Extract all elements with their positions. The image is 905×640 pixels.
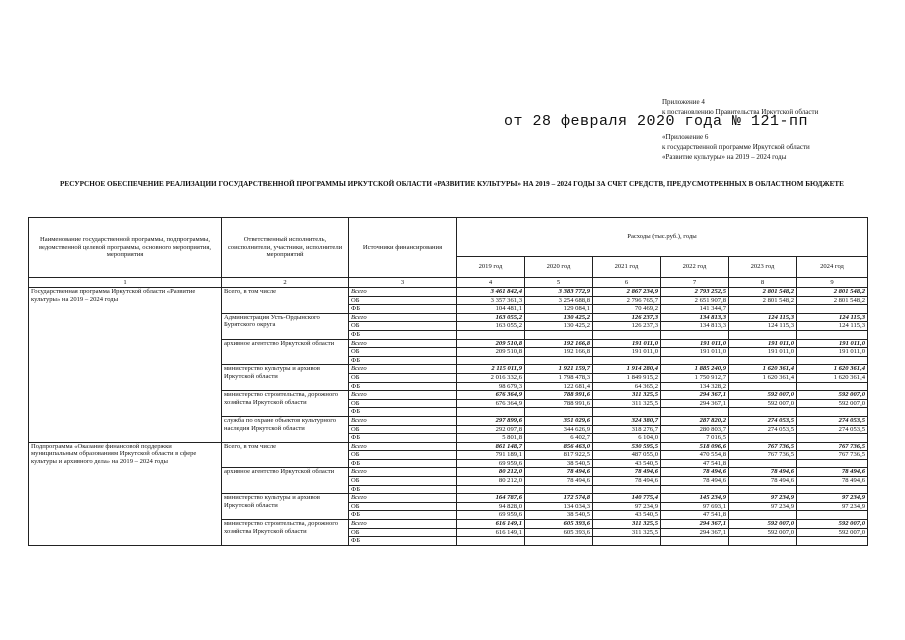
source-cell: ОБ: [349, 399, 457, 408]
value-cell: 1 849 915,2: [593, 373, 661, 382]
decree-date: от 28 февраля 2020 года № 121-пп: [504, 113, 809, 130]
program-name-cell: Подпрограмма «Оказание финансовой поддержки муниципальным образованиям Иркутской области в сфере культуры и архивного дела» на 2019 – 2024 годы: [29, 442, 222, 545]
value-cell: 97 234,9: [593, 502, 661, 511]
value-cell: [525, 408, 593, 417]
source-cell: ФБ: [349, 485, 457, 494]
value-cell: 191 011,0: [797, 348, 868, 357]
value-cell: 287 820,2: [661, 416, 729, 425]
col-header-name: Наименование государственной программы, подпрограммы, ведомственной целевой программы, основного мероприятия, мероприятия: [29, 218, 222, 278]
value-cell: 122 681,4: [525, 382, 593, 391]
value-cell: 676 364,9: [457, 399, 525, 408]
col-header-year: 2024 год: [797, 257, 868, 278]
value-cell: 130 425,2: [525, 322, 593, 331]
value-cell: 767 736,5: [729, 451, 797, 460]
value-cell: 78 494,6: [525, 477, 593, 486]
value-cell: [797, 356, 868, 365]
resource-table: [28, 217, 868, 546]
value-cell: 1 620 361,4: [797, 365, 868, 374]
value-cell: 791 189,1: [457, 451, 525, 460]
value-cell: [525, 330, 593, 339]
value-cell: 294 367,1: [661, 391, 729, 400]
value-cell: [797, 408, 868, 417]
value-cell: [661, 485, 729, 494]
value-cell: [457, 330, 525, 339]
value-cell: 134 813,3: [661, 313, 729, 322]
value-cell: 856 463,0: [525, 442, 593, 451]
value-cell: [729, 434, 797, 443]
table-row: [29, 288, 868, 297]
value-cell: 1 620 361,4: [797, 373, 868, 382]
executor-cell: министерство культуры и архивов Иркутской области: [222, 494, 349, 520]
value-cell: 767 736,5: [797, 451, 868, 460]
value-cell: 592 007,0: [729, 528, 797, 537]
value-cell: [457, 485, 525, 494]
value-cell: [797, 511, 868, 520]
value-cell: 294 367,1: [661, 399, 729, 408]
value-cell: 311 325,5: [593, 399, 661, 408]
value-cell: 78 494,6: [797, 468, 868, 477]
source-cell: ОБ: [349, 425, 457, 434]
value-cell: 164 787,6: [457, 494, 525, 503]
value-cell: 861 148,7: [457, 442, 525, 451]
value-cell: 145 234,9: [661, 494, 729, 503]
value-cell: 605 393,6: [525, 520, 593, 529]
value-cell: 43 540,5: [593, 511, 661, 520]
value-cell: 294 367,1: [661, 520, 729, 529]
value-cell: 191 011,0: [729, 348, 797, 357]
executor-cell: архивное агентство Иркутской области: [222, 339, 349, 365]
col-header-executor: Ответственный исполнитель, соисполнители, участники, исполнители мероприятий: [222, 218, 349, 278]
col-number: 7: [661, 278, 729, 288]
value-cell: 297 899,6: [457, 416, 525, 425]
value-cell: 311 325,5: [593, 391, 661, 400]
source-cell: Всего: [349, 288, 457, 297]
source-cell: Всего: [349, 442, 457, 451]
value-cell: 324 380,7: [593, 416, 661, 425]
value-cell: 676 364,9: [457, 391, 525, 400]
value-cell: 592 007,0: [797, 520, 868, 529]
value-cell: 134 813,3: [661, 322, 729, 331]
value-cell: [661, 408, 729, 417]
value-cell: 767 736,5: [797, 442, 868, 451]
value-cell: [797, 382, 868, 391]
value-cell: 3 254 688,8: [525, 296, 593, 305]
annex2-line: «Приложение 6: [662, 133, 709, 141]
col-header-year: 2019 год: [457, 257, 525, 278]
table-row: [29, 442, 868, 451]
value-cell: 124 115,3: [797, 313, 868, 322]
value-cell: [729, 459, 797, 468]
source-cell: ОБ: [349, 296, 457, 305]
source-cell: ФБ: [349, 459, 457, 468]
value-cell: 172 574,8: [525, 494, 593, 503]
value-cell: 80 212,0: [457, 477, 525, 486]
value-cell: 294 367,1: [661, 528, 729, 537]
value-cell: 3 357 361,3: [457, 296, 525, 305]
value-cell: 38 540,5: [525, 511, 593, 520]
col-number: 5: [525, 278, 593, 288]
table-body: [29, 288, 868, 546]
value-cell: 69 959,6: [457, 511, 525, 520]
value-cell: 97 234,9: [797, 502, 868, 511]
value-cell: 191 011,0: [661, 348, 729, 357]
value-cell: 767 736,5: [729, 442, 797, 451]
value-cell: 788 991,6: [525, 399, 593, 408]
value-cell: [729, 356, 797, 365]
value-cell: 191 011,0: [797, 339, 868, 348]
value-cell: 788 991,6: [525, 391, 593, 400]
value-cell: 274 053,5: [729, 425, 797, 434]
value-cell: [593, 537, 661, 546]
annex2-line: к государственной программе Иркутской области: [662, 143, 810, 151]
executor-cell: Всего, в том числе: [222, 442, 349, 468]
value-cell: 163 055,2: [457, 313, 525, 322]
value-cell: 78 494,6: [797, 477, 868, 486]
source-cell: ОБ: [349, 477, 457, 486]
value-cell: [797, 330, 868, 339]
value-cell: 78 494,6: [729, 468, 797, 477]
executor-cell: министерство строительства, дорожного хозяйства Иркутской области: [222, 391, 349, 417]
value-cell: 2 801 548,2: [797, 296, 868, 305]
value-cell: 2 793 252,5: [661, 288, 729, 297]
col-header-year: 2021 год: [593, 257, 661, 278]
value-cell: 80 212,0: [457, 468, 525, 477]
value-cell: 38 540,5: [525, 459, 593, 468]
source-cell: Всего: [349, 520, 457, 529]
value-cell: 518 096,6: [661, 442, 729, 451]
value-cell: [525, 485, 593, 494]
value-cell: [797, 434, 868, 443]
value-cell: [593, 356, 661, 365]
value-cell: [797, 305, 868, 314]
value-cell: 78 494,6: [661, 477, 729, 486]
value-cell: 98 679,3: [457, 382, 525, 391]
source-cell: ОБ: [349, 451, 457, 460]
value-cell: 97 234,9: [797, 494, 868, 503]
value-cell: 78 494,6: [593, 477, 661, 486]
value-cell: 2 796 765,7: [593, 296, 661, 305]
value-cell: 1 798 478,3: [525, 373, 593, 382]
value-cell: [729, 330, 797, 339]
source-cell: Всего: [349, 339, 457, 348]
value-cell: [593, 330, 661, 339]
source-cell: ФБ: [349, 408, 457, 417]
value-cell: 129 084,1: [525, 305, 593, 314]
col-header-expenses: Расходы (тыс.руб.), годы: [457, 218, 868, 257]
value-cell: 274 053,5: [797, 416, 868, 425]
value-cell: 2 801 548,2: [729, 288, 797, 297]
annex2-label: [662, 132, 810, 162]
col-number: 1: [29, 278, 222, 288]
source-cell: Всего: [349, 365, 457, 374]
annex-line: к постановлению Правительства Иркутской области: [662, 107, 819, 116]
value-cell: 2 016 332,6: [457, 373, 525, 382]
value-cell: 2 867 234,9: [593, 288, 661, 297]
value-cell: 1 921 159,7: [525, 365, 593, 374]
source-cell: ОБ: [349, 348, 457, 357]
value-cell: 530 595,5: [593, 442, 661, 451]
source-cell: Всего: [349, 313, 457, 322]
value-cell: 6 104,0: [593, 434, 661, 443]
value-cell: 192 166,8: [525, 348, 593, 357]
col-header-year: 2023 год: [729, 257, 797, 278]
source-cell: Всего: [349, 468, 457, 477]
value-cell: 274 053,5: [797, 425, 868, 434]
source-cell: ОБ: [349, 322, 457, 331]
value-cell: 487 055,0: [593, 451, 661, 460]
value-cell: 2 115 011,9: [457, 365, 525, 374]
source-cell: ФБ: [349, 511, 457, 520]
value-cell: 605 393,6: [525, 528, 593, 537]
value-cell: 318 276,7: [593, 425, 661, 434]
col-header-source: Источники финансирования: [349, 218, 457, 278]
value-cell: 274 053,5: [729, 416, 797, 425]
col-number: 3: [349, 278, 457, 288]
col-number: 8: [729, 278, 797, 288]
executor-cell: архивное агентство Иркутской области: [222, 468, 349, 494]
value-cell: 7 016,5: [661, 434, 729, 443]
value-cell: 78 494,6: [729, 477, 797, 486]
value-cell: [729, 511, 797, 520]
value-cell: 2 801 548,2: [797, 288, 868, 297]
value-cell: [593, 485, 661, 494]
value-cell: 592 007,0: [797, 399, 868, 408]
value-cell: 124 115,3: [797, 322, 868, 331]
source-cell: ОБ: [349, 502, 457, 511]
value-cell: 191 011,0: [593, 348, 661, 357]
col-header-year: 2022 год: [661, 257, 729, 278]
value-cell: 124 115,3: [729, 313, 797, 322]
value-cell: 1 620 361,4: [729, 365, 797, 374]
value-cell: 97 693,1: [661, 502, 729, 511]
value-cell: [729, 382, 797, 391]
value-cell: 6 402,7: [525, 434, 593, 443]
executor-cell: министерство строительства, дорожного хозяйства Иркутской области: [222, 520, 349, 546]
value-cell: 2 801 548,2: [729, 296, 797, 305]
value-cell: 592 007,0: [729, 391, 797, 400]
col-number: 6: [593, 278, 661, 288]
value-cell: [797, 485, 868, 494]
value-cell: 351 029,6: [525, 416, 593, 425]
value-cell: [661, 356, 729, 365]
executor-cell: служба по охране объектов культурного наследия Иркутской области: [222, 416, 349, 442]
executor-cell: Администрация Усть-Ордынского Бурятского округа: [222, 313, 349, 339]
value-cell: [525, 537, 593, 546]
value-cell: 311 325,5: [593, 520, 661, 529]
value-cell: 64 365,2: [593, 382, 661, 391]
value-cell: 1 914 280,4: [593, 365, 661, 374]
value-cell: [797, 537, 868, 546]
value-cell: 78 494,6: [593, 468, 661, 477]
value-cell: 616 149,1: [457, 520, 525, 529]
value-cell: 47 541,8: [661, 511, 729, 520]
value-cell: 1 750 912,7: [661, 373, 729, 382]
value-cell: 126 237,3: [593, 313, 661, 322]
value-cell: 470 554,8: [661, 451, 729, 460]
col-number: 4: [457, 278, 525, 288]
annex-line: Приложение 4: [662, 98, 705, 106]
value-cell: 192 166,8: [525, 339, 593, 348]
executor-cell: Всего, в том числе: [222, 288, 349, 314]
value-cell: 209 510,8: [457, 339, 525, 348]
value-cell: 817 922,5: [525, 451, 593, 460]
value-cell: [729, 485, 797, 494]
annex2-line: «Развитие культуры» на 2019 – 2024 годы: [662, 153, 787, 161]
value-cell: [661, 537, 729, 546]
value-cell: 3 383 772,9: [525, 288, 593, 297]
col-number: 9: [797, 278, 868, 288]
document-title: РЕСУРСНОЕ ОБЕСПЕЧЕНИЕ РЕАЛИЗАЦИИ ГОСУДАРСТВЕННОЙ ПРОГРАММЫ ИРКУТСКОЙ ОБЛАСТИ «РАЗВИТИЕ КУЛЬТУРЫ» НА 2019 – 2024 ГОДЫ ЗА СЧЕТ СРЕДСТВ, ПРЕДУСМОТРЕННЫХ В ОБЛАСТНОМ БЮДЖЕТЕ: [60, 180, 844, 188]
source-cell: ФБ: [349, 305, 457, 314]
value-cell: 592 007,0: [729, 520, 797, 529]
value-cell: 126 237,3: [593, 322, 661, 331]
value-cell: [457, 408, 525, 417]
value-cell: 69 959,6: [457, 459, 525, 468]
value-cell: 124 115,3: [729, 322, 797, 331]
value-cell: 292 097,8: [457, 425, 525, 434]
executor-cell: министерство культуры и архивов Иркутской области: [222, 365, 349, 391]
source-cell: Всего: [349, 391, 457, 400]
value-cell: 1 620 361,4: [729, 373, 797, 382]
value-cell: 78 494,6: [525, 468, 593, 477]
value-cell: [729, 408, 797, 417]
source-cell: Всего: [349, 416, 457, 425]
value-cell: [525, 356, 593, 365]
value-cell: 191 011,0: [661, 339, 729, 348]
value-cell: 97 234,9: [729, 494, 797, 503]
value-cell: 134 328,2: [661, 382, 729, 391]
value-cell: 592 007,0: [729, 399, 797, 408]
value-cell: 130 425,2: [525, 313, 593, 322]
value-cell: [457, 537, 525, 546]
value-cell: 1 885 240,9: [661, 365, 729, 374]
program-name-cell: Государственная программа Иркутской области «Развитие культуры» на 2019 – 2024 годы: [29, 288, 222, 443]
value-cell: [457, 356, 525, 365]
source-cell: Всего: [349, 494, 457, 503]
value-cell: 209 510,8: [457, 348, 525, 357]
source-cell: ФБ: [349, 537, 457, 546]
source-cell: ФБ: [349, 434, 457, 443]
value-cell: [729, 537, 797, 546]
value-cell: [797, 459, 868, 468]
source-cell: ОБ: [349, 528, 457, 537]
value-cell: 47 541,8: [661, 459, 729, 468]
value-cell: 141 344,7: [661, 305, 729, 314]
value-cell: 5 801,8: [457, 434, 525, 443]
source-cell: ОБ: [349, 373, 457, 382]
value-cell: 592 007,0: [797, 528, 868, 537]
value-cell: [593, 408, 661, 417]
value-cell: [729, 305, 797, 314]
value-cell: 592 007,0: [797, 391, 868, 400]
value-cell: 163 055,2: [457, 322, 525, 331]
value-cell: 280 803,7: [661, 425, 729, 434]
value-cell: 97 234,9: [729, 502, 797, 511]
value-cell: 78 494,6: [661, 468, 729, 477]
value-cell: 191 011,0: [593, 339, 661, 348]
value-cell: 43 540,5: [593, 459, 661, 468]
value-cell: 344 626,9: [525, 425, 593, 434]
value-cell: 2 651 907,8: [661, 296, 729, 305]
value-cell: 134 034,3: [525, 502, 593, 511]
col-number: 2: [222, 278, 349, 288]
value-cell: 191 011,0: [729, 339, 797, 348]
source-cell: ФБ: [349, 330, 457, 339]
value-cell: [661, 330, 729, 339]
value-cell: 70 469,2: [593, 305, 661, 314]
value-cell: 311 325,5: [593, 528, 661, 537]
value-cell: 104 481,1: [457, 305, 525, 314]
value-cell: 94 828,0: [457, 502, 525, 511]
value-cell: 616 149,1: [457, 528, 525, 537]
value-cell: 140 775,4: [593, 494, 661, 503]
value-cell: 3 461 842,4: [457, 288, 525, 297]
source-cell: ФБ: [349, 382, 457, 391]
source-cell: ФБ: [349, 356, 457, 365]
col-header-year: 2020 год: [525, 257, 593, 278]
